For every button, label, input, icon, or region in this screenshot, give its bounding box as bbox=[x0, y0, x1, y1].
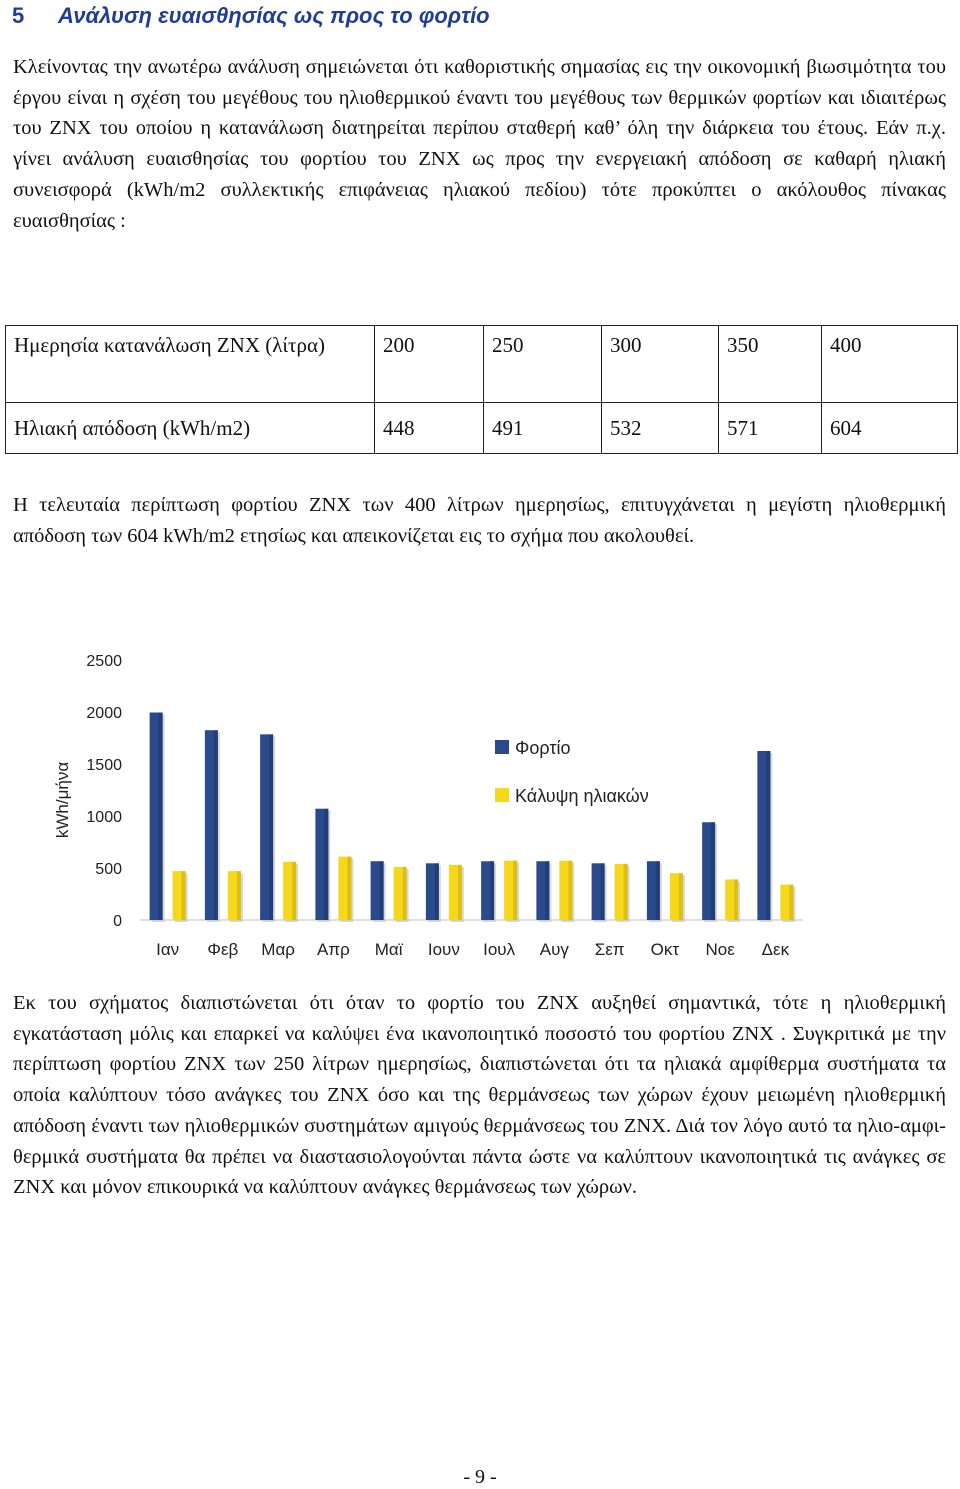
y-axis-label: kWh/μήνα bbox=[53, 761, 72, 839]
bar-edge bbox=[214, 730, 218, 920]
table-cell: 200 bbox=[375, 326, 484, 403]
page-number: - 9 - bbox=[463, 1466, 497, 1488]
y-tick-label: 1500 bbox=[86, 757, 122, 774]
bar-edge bbox=[159, 713, 163, 920]
x-tick-label: Ιουλ bbox=[483, 940, 516, 959]
table-cell: 300 bbox=[602, 326, 719, 403]
legend-label: Κάλυψη ηλιακών bbox=[515, 786, 649, 806]
bar-edge bbox=[513, 861, 517, 920]
x-tick-label: Μαϊ bbox=[374, 940, 403, 959]
table-row bbox=[6, 403, 958, 454]
bar-edge bbox=[380, 861, 384, 920]
bar-edge bbox=[789, 885, 793, 920]
bar-edge bbox=[624, 864, 628, 920]
row-label-consumption: Ημερησία κατανάλωση ΖΝΧ (λίτρα) bbox=[6, 326, 375, 403]
legend-swatch bbox=[495, 740, 509, 754]
bar-edge bbox=[711, 822, 715, 920]
bar-edge bbox=[679, 873, 683, 920]
table-cell: 350 bbox=[719, 326, 822, 403]
sensitivity-table bbox=[5, 325, 958, 454]
y-tick-label: 2500 bbox=[86, 653, 122, 670]
x-tick-label: Απρ bbox=[317, 940, 350, 959]
conclusion-paragraph: Εκ του σχήματος διαπιστώνεται ότι όταν το φορτίο του ΖΝΧ αυξηθεί σημαντικά, τότε η ηλιοθερμική εγκατάσταση μόλις και επαρκεί να καλύψει ένα ικανοποιητικό ποσοστό του φορτίου ΖΝΧ . Συγκριτικά με την περίπτωση φορτίου ΖΝΧ των 250 λίτρων ημερησίως, διαπιστώνεται ότι τα ηλιακά αμφίθερμα συστήματα τα οποία καλύπτουν τόσο ανάγκες του ΖΝΧ όσο και της θερμάνσεως των χώρων έχουν μειωμένη ηλιοθερμική απόδοση έναντι των ηλιοθερμικών συστημάτων αμιγούς θερμάνσεως του ΖΝΧ. Διά τον λόγο αυτό τα ηλιο-αμφι-θερμικά συστήματα θα πρέπει να διαστασιολογούνται πάντα ώστε να καλύπτουν ικανοποιητικά τις ανάγκες σε ΖΝΧ και μόνον επικουρικά να καλύπτουν ανάγκες θερμάνσεως των χώρων. bbox=[13, 992, 946, 1199]
bar-edge bbox=[601, 863, 605, 920]
x-tick-label: Σεπ bbox=[594, 940, 625, 959]
table-row bbox=[6, 326, 958, 403]
bar-edge bbox=[347, 857, 351, 920]
y-tick-label: 1000 bbox=[86, 809, 122, 826]
section-heading bbox=[12, 0, 490, 32]
bar-edge bbox=[545, 861, 549, 920]
legend-swatch bbox=[495, 788, 509, 802]
bar-edge bbox=[403, 867, 407, 920]
monthly-load-chart bbox=[0, 640, 960, 980]
bar-edge bbox=[292, 862, 296, 920]
table-cell: 532 bbox=[602, 403, 719, 454]
bar-edge bbox=[458, 865, 462, 920]
y-tick-label: 2000 bbox=[86, 705, 122, 722]
bar-edge bbox=[435, 863, 439, 920]
x-tick-label: Νοε bbox=[705, 940, 735, 959]
table-cell: 604 bbox=[822, 403, 958, 454]
intro-paragraph: Κλείνοντας την ανωτέρω ανάλυση σημειώνεται ότι καθοριστικής σημασίας εις την οικονομική βιωσιμότητα του έργου είναι η σχέση του μεγέθους του ηλιοθερμικού έναντι του μεγέθους των θερμικών φορτίων και ιδιαιτέρως του ΖΝΧ του οποίου η κατανάλωση διατηρείται περίπου σταθερή καθ’ όλη την διάρκεια του έτους. Εάν π.χ. γίνει ανάλυση ευαισθησίας του φορτίου του ΖΝΧ ως προς την ενεργειακή απόδοση σε καθαρή ηλιακή συνεισφορά (kWh/m2 συλλεκτικής επιφάνειας ηλιακού πεδίου) τότε προκύπτει ο ακόλουθος πίνακας ευαισθησίας : bbox=[13, 56, 946, 232]
x-tick-label: Ιαν bbox=[156, 940, 180, 959]
x-tick-label: Δεκ bbox=[761, 940, 790, 959]
bar-edge bbox=[656, 861, 660, 920]
x-tick-label: Φεβ bbox=[207, 940, 239, 959]
legend-label: Φορτίο bbox=[515, 738, 571, 758]
row-label-yield: Ηλιακή απόδοση (kWh/m2) bbox=[6, 403, 375, 454]
table-cell: 250 bbox=[484, 326, 602, 403]
x-tick-label: Αυγ bbox=[539, 940, 569, 959]
bar-edge bbox=[734, 879, 738, 920]
y-tick-label: 0 bbox=[113, 913, 122, 930]
section-title: Ανάλυση ευαισθησίας ως προς το φορτίο bbox=[58, 3, 490, 28]
section-number: 5 bbox=[12, 3, 25, 28]
bar-edge bbox=[182, 871, 186, 920]
result-paragraph: Η τελευταία περίπτωση φορτίου ΖΝΧ των 400 λίτρων ημερησίως, επιτυγχάνεται η μεγίστη ηλιοθερμική απόδοση των 604 kWh/m2 ετησίως και απεικονίζεται εις το σχήμα που ακολουθεί. bbox=[13, 494, 946, 547]
x-tick-label: Μαρ bbox=[261, 940, 295, 959]
bar-edge bbox=[568, 861, 572, 920]
bar-edge bbox=[766, 751, 770, 920]
table-cell: 400 bbox=[822, 326, 958, 403]
bar-edge bbox=[324, 809, 328, 920]
x-tick-label: Ιουν bbox=[427, 940, 460, 959]
x-tick-label: Οκτ bbox=[650, 940, 680, 959]
table-cell: 571 bbox=[719, 403, 822, 454]
bar-edge bbox=[237, 871, 241, 920]
y-tick-label: 500 bbox=[95, 861, 122, 878]
table-cell: 448 bbox=[375, 403, 484, 454]
bar-edge bbox=[269, 734, 273, 920]
bar-edge bbox=[490, 861, 494, 920]
table-cell: 491 bbox=[484, 403, 602, 454]
